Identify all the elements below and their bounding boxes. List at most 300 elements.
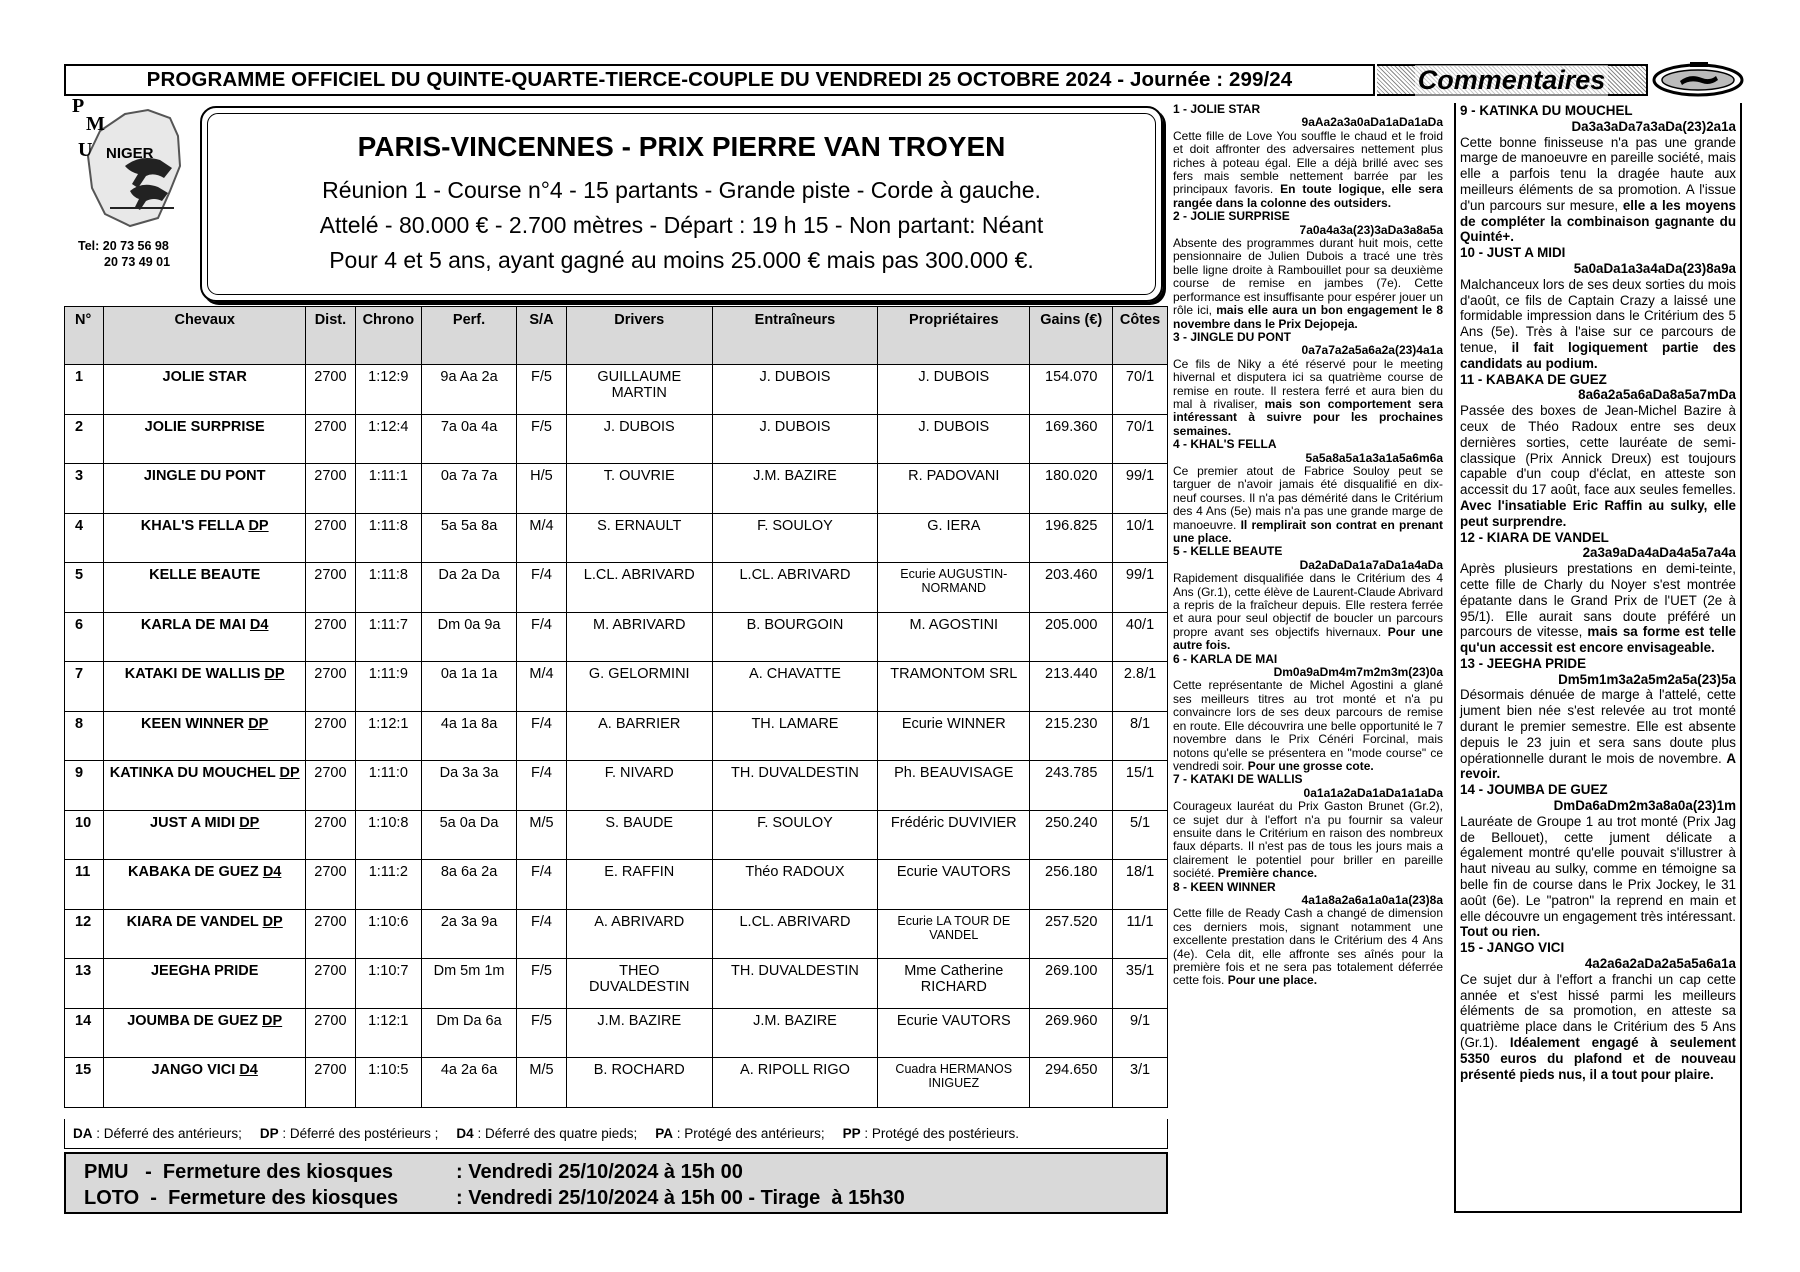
comment-horse-title: 7 - KATAKI DE WALLIS [1173,772,1303,787]
legend-item [73,1126,242,1141]
horse-name [104,513,306,563]
pmu-closing-label: PMU - Fermeture des kiosques [84,1161,393,1183]
comment-horse-title: 1 - JOLIE STAR [1173,102,1261,116]
performance: 0a 1a 1a [421,662,516,712]
chrono: 1:11:9 [355,662,421,712]
pmu-niger-logo-icon [70,96,190,236]
horse-name-text: KABAKA DE GUEZ [128,864,259,880]
table-row [65,464,1168,514]
chrono: 1:10:5 [355,1058,421,1108]
driver: THEO DUVALDESTIN [566,959,712,1009]
comment-text [1460,403,1736,529]
owner: Ecurie VAUTORS [878,1008,1030,1058]
performance: 5a 0a Da [421,810,516,860]
trainer: B. BOURGOIN [712,612,878,662]
table-row [65,1058,1168,1108]
distance: 2700 [306,464,356,514]
table-row [65,1008,1168,1058]
comment-form-code: DmDa6aDm2m3a8a0a(23)1m [1553,798,1736,814]
table-row [65,810,1168,860]
row-number: 2 [65,414,104,464]
driver: G. GELORMINI [566,662,712,712]
horse-name-text: JUST A MIDI [150,814,236,831]
odds: 99/1 [1113,464,1168,514]
comment-body: Cette représentante de Michel Agostini a glané ses meilleurs titres au trot monté et n'a pu convaincre lors de ses deux parcours de remise en route. Elle découvrira une belle opportunité le 7 novembre dans le Prix Cénéri Forcinal, mais notons qu'elle se présentera en "mode course" ce vendredi soir. [1173,678,1443,773]
trainer: J.M. BAZIRE [712,1008,878,1058]
chrono: 1:10:6 [355,909,421,959]
driver: J.M. BAZIRE [566,1008,712,1058]
legend-text: : Déferré des antérieurs; [92,1126,242,1141]
comment-text [1173,907,1443,987]
shoeing-tag: D4 [239,1062,258,1078]
performance: Da 2a Da [421,563,516,613]
comment-text [1460,135,1736,246]
horse-name-text: JOLIE STAR [162,369,247,385]
sex-age: F/5 [517,1008,567,1058]
distance: 2700 [306,909,356,959]
horse-name-text: JOLIE SURPRISE [144,418,265,435]
gains: 180.020 [1030,464,1113,514]
trainer: F. SOULOY [712,513,878,563]
owner: Mme Catherine RICHARD [878,959,1030,1009]
comment-verdict: mais son comportement sera intéressant à suivre pour les prochaines semaines. [1173,396,1443,438]
race-line-1: Réunion 1 - Course n°4 - 15 partants - Grande piste - Corde à gauche. [322,176,1041,203]
owner: J. DUBOIS [878,414,1030,464]
loto-closing-row [84,1185,1166,1211]
phone-numbers [78,238,170,270]
comment-entry [1460,530,1736,656]
driver: S. ERNAULT [566,513,712,563]
column-header: Propriétaires [878,307,1030,365]
table-row [65,662,1168,712]
trainer: J. DUBOIS [712,365,878,415]
shoeing-tag: DP [248,715,269,732]
comment-entry [1460,782,1736,940]
performance: 5a 5a 8a [421,513,516,563]
odds: 35/1 [1113,959,1168,1009]
column-header: N° [65,307,104,365]
chrono: 1:11:0 [355,761,421,811]
comments-column-2 [1454,103,1742,1213]
driver: A. BARRIER [566,711,712,761]
comment-horse-title: 6 - KARLA DE MAI [1173,651,1278,666]
horse-name [104,761,306,811]
sex-age: F/5 [517,414,567,464]
distance: 2700 [306,513,356,563]
owner: Ecurie AUGUSTIN-NORMAND [878,563,1030,613]
distance: 2700 [306,711,356,761]
chrono: 1:11:2 [355,860,421,910]
column-header: Entraîneurs [712,307,878,365]
legend-abbr: PA [655,1126,674,1141]
performance: 7a 0a 4a [421,414,516,464]
trainer: F. SOULOY [712,810,878,860]
shoeing-tag: DP [262,1012,283,1029]
trainer: J.M. BAZIRE [712,464,878,514]
chrono: 1:10:7 [355,959,421,1009]
odds: 15/1 [1113,761,1168,811]
sex-age: M/5 [517,1058,567,1108]
comment-text [1460,972,1736,1083]
table-row [65,909,1168,959]
owner: TRAMONTOM SRL [878,662,1030,712]
odds: 18/1 [1113,860,1168,910]
column-header: Côtes [1113,307,1168,365]
chrono: 1:12:9 [355,365,421,415]
horse-name [104,909,306,959]
column-header: Perf. [421,307,516,365]
comment-entry [1173,653,1443,774]
performance: 8a 6a 2a [421,860,516,910]
legend-item [456,1126,637,1141]
sex-age: F/4 [517,761,567,811]
comment-verdict: elle a les moyens de compléter la combinaison gagnante du Quinté+. [1460,197,1736,245]
chrono: 1:12:4 [355,414,421,464]
row-number: 11 [65,860,104,910]
comment-text [1173,679,1443,773]
comment-body: Ce fils de Niky a été réservé pour le meeting hivernal et disputera ici sa quatrième course de remise en route. Il restera ferré et aura bien du mal à rivaliser, [1173,356,1443,411]
sex-age: F/4 [517,860,567,910]
comment-entry [1173,103,1443,210]
odds: 3/1 [1113,1058,1168,1108]
legend-item [843,1126,1019,1141]
distance: 2700 [306,761,356,811]
comment-text [1173,358,1443,438]
horse-name [104,464,306,514]
sex-age: F/4 [517,612,567,662]
shoeing-tag: D4 [262,864,282,880]
sex-age: F/4 [517,563,567,613]
owner: G. IERA [878,513,1030,563]
comment-form-code: 5a0aDa1a3a4aDa(23)8a9a [1573,260,1736,276]
shoeing-tag: D4 [249,616,269,633]
row-number: 1 [65,365,104,415]
table-row [65,860,1168,910]
comment-text [1460,814,1736,940]
comment-verdict: Pour une grosse cote. [1247,758,1374,773]
comment-body: Courageux lauréat du Prix Gaston Brunet (Gr.2), ce sujet dur à l'effort n'a pu fournir sa valeur ensuite dans le Critérium en raison des nombreux faux départs. Il n'est pas de tous les jours mais a clairement le potentiel pour briller en pareille société. [1173,799,1443,881]
comment-form-code: 5a5a8a5a1a3a1a5a6m6a [1305,450,1443,465]
race-line-3: Pour 4 et 5 ans, ayant gagné au moins 25.000 € mais pas 300.000 €. [329,246,1034,273]
row-number: 15 [65,1058,104,1108]
trainer: TH. LAMARE [712,711,878,761]
comment-horse-title: 15 - JANGO VICI [1460,940,1565,956]
comment-horse-title: 5 - KELLE BEAUTE [1173,544,1283,559]
gains: 154.070 [1030,365,1113,415]
horse-name-text: JEEGHA PRIDE [150,963,259,979]
shoeing-tag: DP [239,814,260,831]
legend-text: : Protégé des postérieurs. [860,1126,1019,1141]
comment-text [1173,572,1443,652]
distance: 2700 [306,959,356,1009]
performance: 4a 1a 8a [421,711,516,761]
comment-verdict: Il remplirait son contrat en prenant une place. [1173,517,1443,545]
row-number: 5 [65,563,104,613]
horse-name [104,612,306,662]
horse-name [104,1008,306,1058]
comment-entry [1460,103,1736,245]
loto-closing-label: LOTO - Fermeture des kiosques [84,1187,399,1209]
gains: 269.960 [1030,1008,1113,1058]
owner: M. AGOSTINI [878,612,1030,662]
sex-age: M/4 [517,513,567,563]
table-header-row [65,307,1168,365]
gains: 256.180 [1030,860,1113,910]
comment-verdict: A revoir. [1460,750,1736,782]
odds: 2.8/1 [1113,662,1168,712]
comment-entry [1173,545,1443,652]
horse-name [104,1058,306,1108]
driver: B. ROCHARD [566,1058,712,1108]
trainer: L.CL. ABRIVARD [712,563,878,613]
racetrack-logo-icon [1650,60,1746,98]
odds: 11/1 [1113,909,1168,959]
comment-verdict: mais sa forme est telle qu'un accessit est encore envisageable. [1460,624,1736,656]
performance: Dm 5m 1m [421,959,516,1009]
comment-body: Rapidement disqualifiée dans le Critérium des 4 Ans (Gr.1), cette élève de Laurent-Claude Abrivard a repris de la fraîcheur depuis. Elle restera ferrée et aura pour seul objectif de boucler un parcours propre avant ses objectifs hivernaux. [1173,571,1443,639]
gains: 269.100 [1030,959,1113,1009]
horse-name [104,711,306,761]
chrono: 1:11:8 [355,513,421,563]
row-number: 8 [65,711,104,761]
legend-item [260,1126,439,1141]
gains: 215.230 [1030,711,1113,761]
column-header: S/A [517,307,567,365]
horse-name [104,810,306,860]
comment-horse-title: 9 - KATINKA DU MOUCHEL [1460,103,1633,118]
comment-body: Passée des boxes de Jean-Michel Bazire à ceux de Théo Radoux entre ses deux dernières sorties, cette lauréate de semi-classique (Prix Annick Dreux) est toujours capable d'un coup d'éclat, en atteste son accessit du 17 août, face aux seules femelles. [1460,403,1736,498]
trainer: Théo RADOUX [712,860,878,910]
horse-name-text: KATAKI DE WALLIS [124,666,261,682]
performance: 0a 7a 7a [421,464,516,514]
comment-text [1173,800,1443,880]
table-row [65,414,1168,464]
gains: 203.460 [1030,563,1113,613]
driver: F. NIVARD [566,761,712,811]
horse-name-text: KATINKA DU MOUCHEL [109,765,276,781]
gains: 196.825 [1030,513,1113,563]
comment-horse-title: 11 - KABAKA DE GUEZ [1460,371,1607,387]
legend-text: : Déferré des quatre pieds; [473,1126,638,1141]
comment-form-code: 7a0a4a3a(23)3aDa3a8a5a [1299,222,1443,237]
comment-body: Ce premier atout de Fabrice Souloy peut se targuer de n'avoir jamais été disqualifié en dix-neuf courses. Il n'a pas démérité dans le Critérium des 4 Ans (5e) mais n'a pas une grande marge de manoeuvre. [1173,463,1443,532]
odds: 8/1 [1113,711,1168,761]
comment-entry [1460,940,1736,1082]
row-number: 14 [65,1008,104,1058]
trainer: L.CL. ABRIVARD [712,909,878,959]
horse-name-text: JINGLE DU PONT [143,468,266,484]
odds: 70/1 [1113,365,1168,415]
sex-age: F/4 [517,711,567,761]
comment-body: Absente des programmes durant huit mois, cette pensionnaire de Julien Dubois a tracé une très belle ligne droite à Rambouillet pour sa deuxième course de remise en jambes (7e). Cette performance est insuffisante pour espérer jouer un rôle ici, [1173,236,1443,318]
row-number: 13 [65,959,104,1009]
column-header: Dist. [306,307,356,365]
owner: Ph. BEAUVISAGE [878,761,1030,811]
row-number: 6 [65,612,104,662]
comment-form-code: Dm5m1m3a2a5m2a5a(23)5a [1558,671,1736,687]
owner: Ecurie LA TOUR DE VANDEL [878,909,1030,959]
legend-item [655,1126,824,1141]
gains: 169.360 [1030,414,1113,464]
chrono: 1:12:1 [355,1008,421,1058]
comment-text [1173,237,1443,331]
chrono: 1:10:8 [355,810,421,860]
chrono: 1:12:1 [355,711,421,761]
comment-body: Cette fille de Ready Cash a changé de dimension ces derniers mois, signant notamment une excellente prestation dans le Critérium des 4 Ans (4e). Cela dit, elle affronte ses aînés pour la première fois et ne sera pas totalement déferrée cette fois. [1173,906,1443,988]
distance: 2700 [306,563,356,613]
legend-abbr: DA [73,1126,93,1141]
comment-form-code: 2a3a9aDa4aDa4a5a7a4a [1582,545,1736,561]
comment-body: Cette fille de Love You souffle le chaud et le froid et doit affronter des adversaires nettement plus riches à poteau égal. Elle a déjà brillé avec ses fers mais semble nettement barrée par les principaux favoris. [1173,128,1443,197]
comment-body: Ce sujet dur à l'effort a franchi un cap cette année et s'est hissé parmi les meilleurs éléments de sa promotion, en atteste sa quatrième place dans le Critérium des 5 Ans (Gr.1). [1460,971,1736,1051]
logo-letter-m: M [86,113,105,135]
driver: E. RAFFIN [566,860,712,910]
horse-name [104,365,306,415]
legend-bar [64,1119,1168,1149]
odds: 99/1 [1113,563,1168,613]
table-row [65,563,1168,613]
horse-name [104,959,306,1009]
performance: 2a 3a 9a [421,909,516,959]
race-line-2: Attelé - 80.000 € - 2.700 mètres - Départ : 19 h 15 - Non partant: Néant [319,211,1044,238]
distance: 2700 [306,860,356,910]
race-info-box [200,106,1163,302]
pmu-closing-row [84,1159,1166,1185]
phone-2: 20 73 49 01 [104,255,171,269]
comment-form-code: 9aAa2a3a0aDa1aDa1aDa [1301,115,1443,130]
shoeing-tag: DP [264,666,285,682]
phone-1: Tel: 20 73 56 98 [78,239,169,253]
comment-horse-title: 8 - KEEN WINNER [1173,879,1276,894]
performance: 4a 2a 6a [421,1058,516,1108]
comment-entry [1173,210,1443,331]
chrono: 1:11:7 [355,612,421,662]
shoeing-tag: DP [279,765,300,781]
chrono: 1:11:1 [355,464,421,514]
legend-abbr: DP [259,1126,279,1141]
sex-age: H/5 [517,464,567,514]
comment-form-code: Dm0a9aDm4m7m2m3m(23)0a [1273,665,1443,680]
column-header: Drivers [566,307,712,365]
comment-text [1460,277,1736,372]
table-row [65,761,1168,811]
distance: 2700 [306,365,356,415]
performance: Dm Da 6a [421,1008,516,1058]
owner: R. PADOVANI [878,464,1030,514]
pmu-closing-value: : Vendredi 25/10/2024 à 15h 00 [456,1161,743,1183]
owner: Frédéric DUVIVIER [878,810,1030,860]
comment-entry [1460,656,1736,782]
chrono: 1:11:8 [355,563,421,613]
comment-verdict: Avec l'insatiable Eric Raffin au sulky, elle peut surprendre. [1460,497,1736,529]
legend-abbr: D4 [456,1126,474,1141]
horse-name [104,563,306,613]
driver: L.CL. ABRIVARD [566,563,712,613]
owner: Ecurie WINNER [878,711,1030,761]
program-title: PROGRAMME OFFICIEL DU QUINTE-QUARTE-TIERCE-COUPLE DU VENDREDI 25 OCTOBRE 2024 - Journée : 299/24 [146,68,1293,91]
comment-body: Cette bonne finisseuse n'a pas une grande marge de manoeuvre en pareille société, mais elle a parfois tenu la dragée haute aux meilleurs éléments de sa promotion. A l'issue d'un parcours sur mesure, [1460,134,1736,213]
partants-table [64,306,1168,1108]
race-title: PARIS-VINCENNES - PRIX PIERRE VAN TROYEN [357,130,1006,162]
sex-age: F/4 [517,909,567,959]
comment-verdict: Idéalement engagé à seulement 5350 euros du plafond et de nouveau présenté pieds nus, il a tout pour plaire. [1460,1035,1736,1082]
comment-text [1173,465,1443,545]
comment-verdict: Première chance. [1217,866,1318,881]
odds: 40/1 [1113,612,1168,662]
legend-text: : Déferré des postérieurs ; [278,1126,439,1141]
comment-body: Après plusieurs prestations en demi-teinte, cette fille de Charly du Noyer s'est montrée épatante dans le Grand Prix de l'UET (2e à 95/1). Elle aurait sans doute préféré un parcours de vitesse, [1460,561,1736,640]
logo-letter-u: U [78,139,93,161]
trainer: TH. DUVALDESTIN [712,761,878,811]
horse-name-text: KARLA DE MAI [140,616,246,633]
shoeing-tag: DP [248,517,269,534]
row-number: 7 [65,662,104,712]
row-number: 4 [65,513,104,563]
comment-verdict: Pour une autre fois. [1173,624,1443,653]
gains: 257.520 [1030,909,1113,959]
row-number: 3 [65,464,104,514]
trainer: TH. DUVALDESTIN [712,959,878,1009]
comment-horse-title: 14 - JOUMBA DE GUEZ [1460,782,1608,798]
comment-horse-title: 4 - KHAL'S FELLA [1173,437,1277,452]
comment-entry [1173,881,1443,988]
odds: 9/1 [1113,1008,1168,1058]
comment-form-code: 4a1a8a2a6a1a0a1a(23)8a [1301,892,1443,907]
sex-age: F/5 [517,959,567,1009]
comment-form-code: 0a7a7a2a5a6a2a(23)4a1a [1301,343,1443,358]
comment-form-code: Da3a3aDa7a3aDa(23)2a1a [1571,118,1736,134]
comment-form-code: Da2aDaDa1a7aDa1a4aDa [1299,557,1443,572]
distance: 2700 [306,612,356,662]
horse-name-text: JANGO VICI [151,1062,236,1078]
driver: S. BAUDE [566,810,712,860]
comment-horse-title: 12 - KIARA DE VANDEL [1460,529,1609,545]
sex-age: F/5 [517,365,567,415]
comment-body: Lauréate de Groupe 1 au trot monté (Prix Jag de Bellouet), cette jument délicate a également montré qu'elle pouvait s'illustrer à haut niveau au sulky, comme en témoigne sa belle fin de course dans le Prix Jockey, le 31 août (6e). Le "patron" la reprend en main et elle découvre un engagement très intéressant. [1460,813,1736,924]
comment-form-code: 8a6a2a5a6aDa8a5a7mDa [1578,387,1736,403]
logo-niger: NIGER [106,145,154,162]
column-header: Chrono [355,307,421,365]
owner: J. DUBOIS [878,365,1030,415]
horse-name-text: KHAL'S FELLA [140,517,245,534]
gains: 213.440 [1030,662,1113,712]
comment-verdict: Pour une place. [1227,973,1318,988]
table-row [65,711,1168,761]
commentaires-label: Commentaires [1415,65,1609,96]
odds: 5/1 [1113,810,1168,860]
horse-name-text: KEEN WINNER [141,715,245,732]
gains: 243.785 [1030,761,1113,811]
closing-times-box [64,1152,1168,1214]
table-row [65,959,1168,1009]
odds: 70/1 [1113,414,1168,464]
distance: 2700 [306,662,356,712]
comment-body: Malchanceux lors de ses deux sorties du mois d'août, ce fils de Captain Crazy a laissé une formidable impression dans le Critérium des 5 Ans (5e). Très à l'aise sur ce parcours de tenue, [1460,276,1736,355]
table-row [65,612,1168,662]
comments-column-1 [1173,103,1443,988]
trainer: J. DUBOIS [712,414,878,464]
comment-text [1173,130,1443,210]
table-body [65,365,1168,1108]
horse-name-text: KIARA DE VANDEL [126,913,259,930]
comment-verdict: En toute logique, elle sera rangée dans la colonne des outsiders. [1173,182,1443,210]
table-row [65,365,1168,415]
comment-entry [1173,438,1443,545]
comment-horse-title: 13 - JEEGHA PRIDE [1460,655,1587,671]
distance: 2700 [306,1058,356,1108]
table-row [65,513,1168,563]
commentaires-banner [1377,64,1648,96]
